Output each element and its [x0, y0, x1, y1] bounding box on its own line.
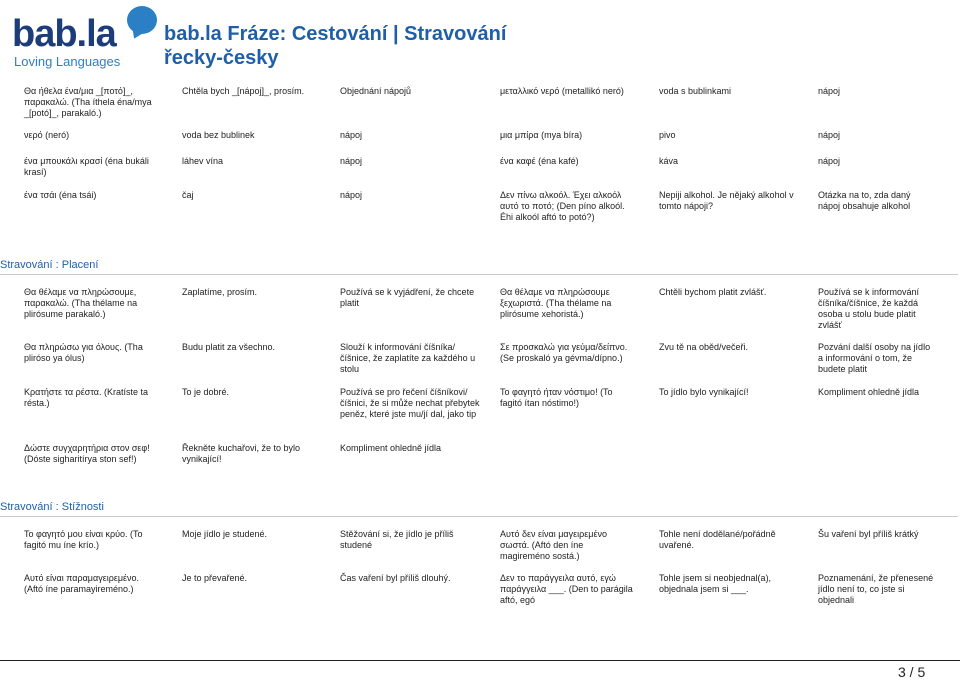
phrase-usage: Objednání nápojů — [340, 86, 412, 96]
phrase-czech: láhev vína — [182, 156, 224, 166]
phrase-usage: nápoj — [340, 190, 363, 200]
footer-divider — [0, 660, 960, 661]
phrase-greek: Σε προσκαλώ για γεύμα/δείπνο. (Se proskaló ya gévma/dípno.) — [500, 342, 628, 363]
phrase-usage: Šu vaření byl příliš krátký — [818, 529, 919, 539]
phrase-czech: voda bez bublinek — [182, 130, 255, 140]
phrase-usage: Pozvání další osoby na jídlo a informování o tom, že budete platit — [818, 342, 931, 374]
phrase-usage: nápoj — [818, 86, 841, 96]
phrase-greek: Το φαγητό ήταν νόστιμο! (To fagitó ítan nóstimo!) — [500, 387, 613, 408]
phrase-czech: Chtěli bychom platit zvlášť. — [659, 287, 767, 297]
phrase-czech: Moje jídlo je studené. — [182, 529, 268, 539]
phrase-usage: nápoj — [818, 156, 841, 166]
phrase-usage: Kompliment ohledně jídla — [818, 387, 920, 397]
page-number: 3 / 5 — [898, 664, 926, 680]
phrase-usage: Stěžování si, že jídlo je příliš studené — [340, 529, 454, 550]
phrase-greek: Δεν το παράγγειλα αυτό, εγώ παράγγειλα ___. (Den to parágila aftó, egó — [500, 573, 633, 605]
phrase-usage: Používá se k informování číšníka/číšnice, že každá osoba u stolu bude platit zvlášť — [818, 287, 920, 330]
phrase-czech: Řekněte kuchařovi, že to bylo vynikající! — [182, 443, 301, 464]
phrase-czech: Chtěla bych _[nápoj]_, prosím. — [182, 86, 305, 96]
page-title-line1: bab.la Fráze: Cestování | Stravování — [164, 23, 507, 45]
phrase-greek: Δώστε συγχαρητήρια στον σεφ! (Dóste sigharitírya ston sef!) — [24, 443, 150, 464]
phrase-greek: Θα πληρώσω για όλους. (Tha pliróso ya ólus) — [24, 342, 143, 363]
phrase-czech: Tohle není dodělané/pořádně uvařené. — [659, 529, 776, 550]
phrase-czech: Je to převařené. — [182, 573, 248, 583]
phrase-czech: To je dobré. — [182, 387, 230, 397]
phrase-usage: Čas vaření byl příliš dlouhý. — [340, 573, 451, 583]
section-title-payment: Stravování : Placení — [0, 259, 958, 275]
section-title-complaints: Stravování : Stížnosti — [0, 501, 958, 517]
phrase-greek: ένα καφέ (éna kafé) — [500, 156, 579, 166]
phrase-usage: nápoj — [340, 130, 363, 140]
phrase-czech: káva — [659, 156, 679, 166]
logo-text: bab.la — [12, 13, 116, 55]
phrase-usage: Otázka na to, zda daný nápoj obsahuje alkohol — [818, 190, 911, 211]
phrase-czech: Nepiji alkohol. Je nějaký alkohol v tomto nápoji? — [659, 190, 794, 211]
phrase-greek: Κρατήστε τα ρέστα. (Kratíste ta résta.) — [24, 387, 148, 408]
speech-bubble-icon — [127, 6, 157, 34]
phrase-czech: Zaplatíme, prosím. — [182, 287, 258, 297]
phrase-czech: Zvu tě na oběd/večeři. — [659, 342, 749, 352]
phrase-greek: Δεν πίνω αλκοόλ. Έχει αλκοόλ αυτό το ποτό; (Den píno alkoól. Éhi alkoól aftó to potó?) — [500, 190, 625, 222]
phrase-greek: ένα τσάι (éna tsái) — [24, 190, 97, 200]
phrase-greek: μια μπίρα (mya bíra) — [500, 130, 583, 140]
phrase-usage: Používá se k vyjádření, že chcete platit — [340, 287, 475, 308]
phrase-usage: nápoj — [818, 130, 841, 140]
babla-logo[interactable] — [12, 6, 152, 69]
phrase-greek: Θα θέλαμε να πληρώσουμε ξεχωριστά. (Tha thélame na plirósume xehoristá.) — [500, 287, 612, 319]
phrase-czech: voda s bublinkami — [659, 86, 732, 96]
page-title — [164, 22, 506, 70]
phrase-czech: To jídlo bylo vynikající! — [659, 387, 749, 397]
phrase-greek: Θα θέλαμε να πληρώσουμε, παρακαλώ. (Tha thélame na plirósume parakaló.) — [24, 287, 138, 319]
logo-subtitle: Loving Languages — [14, 54, 121, 69]
phrase-greek: Θα ήθελα ένα/μια _[ποτό]_, παρακαλώ. (Tha íthela éna/mya _[potó]_, parakaló.) — [24, 86, 152, 118]
phrase-usage: Kompliment ohledně jídla — [340, 443, 442, 453]
phrase-greek: Αυτό είναι παραμαγειρεμένο. (Aftó íne paramayireméno.) — [24, 573, 140, 594]
phrase-greek: μεταλλικό νερό (metallikó neró) — [500, 86, 624, 96]
phrase-greek: νερό (neró) — [24, 130, 70, 140]
phrase-czech: Budu platit za všechno. — [182, 342, 276, 352]
phrase-usage: Poznamenání, že přenesené jídlo není to, co jste si objednali — [818, 573, 934, 605]
phrase-usage: Používá se pro řečení číšníkovi/číšnici, že si může nechat přebytek peněz, které jste mu/jí dal, jako tip — [340, 387, 480, 419]
phrase-greek: Το φαγητό μου είναι κρύο. (To fagitó mu íne krío.) — [24, 529, 143, 550]
phrase-czech: pivo — [659, 130, 676, 140]
page-title-line2: řecky-česky — [164, 47, 279, 69]
phrase-greek: ένα μπουκάλι κρασί (éna bukáli krasí) — [24, 156, 149, 177]
phrase-usage: nápoj — [340, 156, 363, 166]
phrase-czech: čaj — [182, 190, 194, 200]
phrase-usage: Slouží k informování číšníka/číšnice, že zaplatíte za každého u stolu — [340, 342, 476, 374]
phrase-greek: Αυτό δεν είναι μαγειρεμένο σωστά. (Aftó den íne magireméno sostá.) — [500, 529, 607, 561]
phrase-czech: Tohle jsem si neobjednal(a), objednala jsem si ___. — [659, 573, 772, 594]
